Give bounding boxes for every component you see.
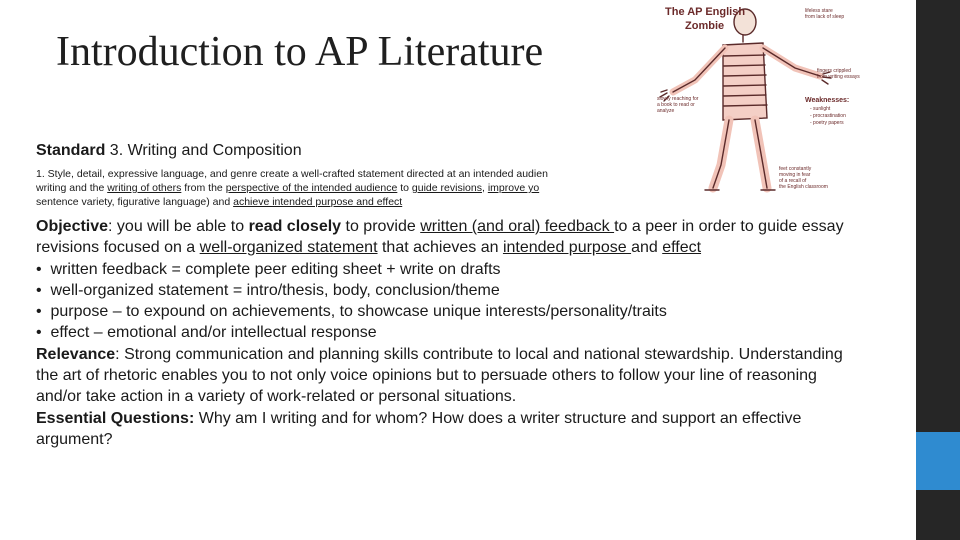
standard-line-1: 1. Style, detail, expressive language, and genre create a well-crafted statement directed at an intended audien	[36, 168, 548, 180]
relevance-paragraph	[36, 344, 866, 408]
cartoon-note: - sunlight	[810, 106, 831, 112]
cartoon-note: fingers crippled	[817, 68, 851, 74]
objective-label: Objective	[36, 218, 109, 235]
cartoon-note: lifeless stare	[805, 8, 833, 14]
standard-text-fragment: writing and the	[36, 182, 108, 194]
bullet-marker: •	[36, 324, 42, 342]
bullet-item	[36, 280, 866, 301]
zombie-cartoon-drawing	[655, 0, 869, 198]
standard-text-fragment: from the	[181, 182, 226, 194]
bullet-text: well-organized statement = intro/thesis, body, conclusion/theme	[50, 281, 500, 299]
zombie-cartoon-image	[655, 0, 869, 198]
cartoon-note: the English classroom	[779, 184, 828, 190]
standard-underlined-fragment: guide revisions	[411, 182, 482, 194]
cartoon-note: a book to read or	[657, 102, 695, 108]
bullet-item	[36, 322, 866, 343]
bullet-text: written feedback = complete peer editing sheet + write on drafts	[50, 260, 501, 278]
objective-paragraph	[36, 216, 866, 259]
cartoon-note: moving in fear	[779, 172, 811, 178]
cartoon-note: slowly reaching for	[657, 96, 699, 102]
cartoon-note: from lack of sleep	[805, 14, 845, 20]
objective-text: : you will be able to	[108, 218, 249, 235]
objective-underlined: intended purpose	[502, 239, 632, 257]
cartoon-note: - procrastination	[810, 113, 846, 119]
objective-underlined: effect	[662, 239, 702, 257]
objective-text: that achieves an	[377, 239, 503, 257]
standard-underlined-fragment: perspective of the intended audience	[225, 182, 398, 194]
standard-underlined-fragment: achieve intended purpose and effect	[233, 196, 403, 208]
cartoon-note: analyze	[657, 108, 675, 114]
bullet-text: purpose – to expound on achievements, to showcase unique interests/personality/traits	[50, 303, 667, 321]
cartoon-title-line2: Zombie	[685, 20, 725, 32]
essential-questions-paragraph	[36, 408, 866, 451]
objective-text: to a peer in order to guide essay revisions focused on a	[36, 218, 844, 257]
standard-description	[36, 167, 676, 209]
standard-text-fragment: sentence variety, figurative language) and	[36, 196, 234, 208]
cartoon-weaknesses-heading: Weaknesses:	[805, 97, 850, 104]
objective-emphasis: read closely	[248, 218, 342, 235]
cartoon-note: feet constantly	[779, 166, 812, 172]
bullet-text: effect – emotional and/or intellectual response	[50, 324, 377, 342]
standard-heading-text: 3. Writing and Composition	[105, 142, 302, 159]
objective-text: to provide	[341, 218, 421, 235]
bullet-item	[36, 259, 866, 280]
cartoon-note: - poetry papers	[810, 120, 844, 126]
essential-questions-label: Essential Questions:	[36, 409, 195, 427]
standard-underlined-fragment: writing of others	[107, 182, 182, 194]
cartoon-title-line1: The AP English	[665, 6, 746, 18]
relevance-text: : Strong communication and planning skills contribute to local and national stewardship. Understanding the art of rhetoric enables you to not only voice opinions but to persuade others to follow your line of reasoning and/or take action in a variety of work-related or personal situations.	[36, 345, 843, 406]
relevance-label: Relevance	[36, 345, 116, 363]
objective-underlined: written (and oral) feedback	[420, 218, 615, 235]
bullet-marker: •	[36, 281, 42, 299]
essential-questions-text: Why am I writing and for whom? How does a writer structure and support an effective argument?	[36, 409, 802, 448]
standard-line-3	[36, 195, 676, 209]
bullet-marker: •	[36, 260, 42, 278]
objective-underlined: well-organized statement	[199, 239, 378, 257]
standard-text-fragment: to	[397, 182, 412, 194]
objective-text: and	[631, 239, 663, 257]
standard-underlined-fragment: improve yo	[487, 182, 540, 194]
standard-text-fragment: ,	[481, 182, 488, 194]
standard-heading	[36, 142, 302, 160]
cartoon-note: from writing essays	[817, 74, 860, 80]
slide-title: Introduction to AP Literature	[56, 29, 544, 75]
standard-label: Standard	[36, 142, 106, 159]
sidebar-accent-block	[916, 432, 960, 490]
cartoon-note: of a recall of	[779, 178, 807, 184]
standard-line-2	[36, 181, 676, 195]
slide-body	[36, 216, 866, 450]
bullet-item	[36, 301, 866, 322]
bullet-marker: •	[36, 303, 42, 321]
